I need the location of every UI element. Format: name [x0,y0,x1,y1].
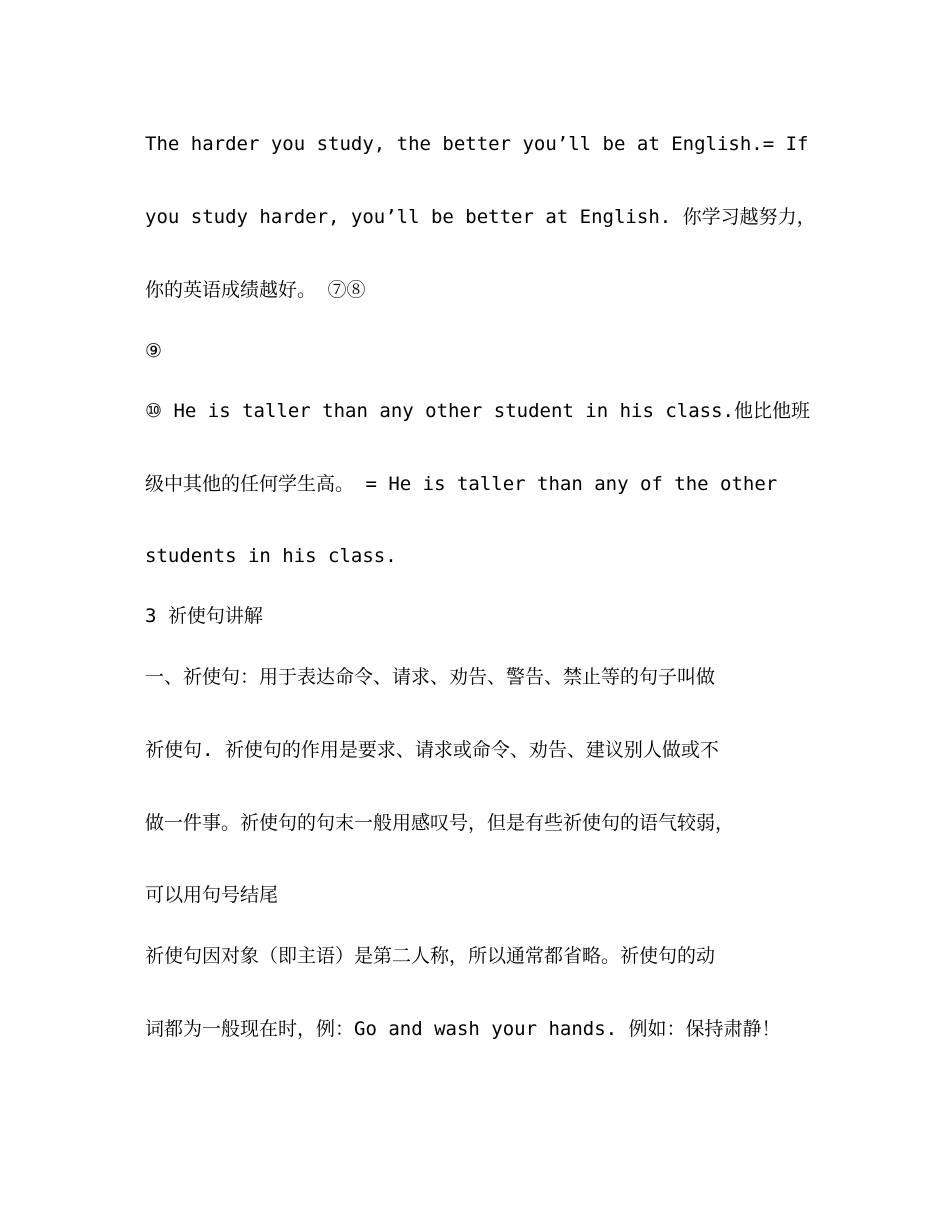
text-line-2: you study harder, you’ll be better at English. 你学习越努力， [145,206,816,228]
text-line-5: ⑩ He is taller than any other student in his class.他比他班 [145,400,810,422]
text-line-14: 词都为一般现在时，例：Go and wash your hands. 例如：保持肃静！ [145,1018,781,1040]
text-line-6: 级中其他的任何学生高。 = He is taller than any of the other [145,473,778,495]
section-heading: 3 祈使句讲解 [145,605,263,627]
text-line-1: The harder you study, the better you’ll be at English.= If [145,133,809,155]
text-line-10: 祈使句. 祈使句的作用是要求、请求或命令、劝告、建议别人做或不 [145,739,719,761]
text-line-3: 你的英语成绩越好。 ⑦⑧ [145,279,366,301]
text-line-9: 一、祈使句：用于表达命令、请求、劝告、警告、禁止等的句子叫做 [145,666,716,688]
text-line-11: 做一件事。祈使句的句末一般用感叹号，但是有些祈使句的语气较弱， [145,812,735,834]
text-line-13: 祈使句因对象（即主语）是第二人称，所以通常都省略。祈使句的动 [145,945,716,967]
text-line-4: ⑨ [145,340,163,362]
text-line-7: students in his class. [145,545,397,567]
text-line-12: 可以用句号结尾 [145,884,279,906]
